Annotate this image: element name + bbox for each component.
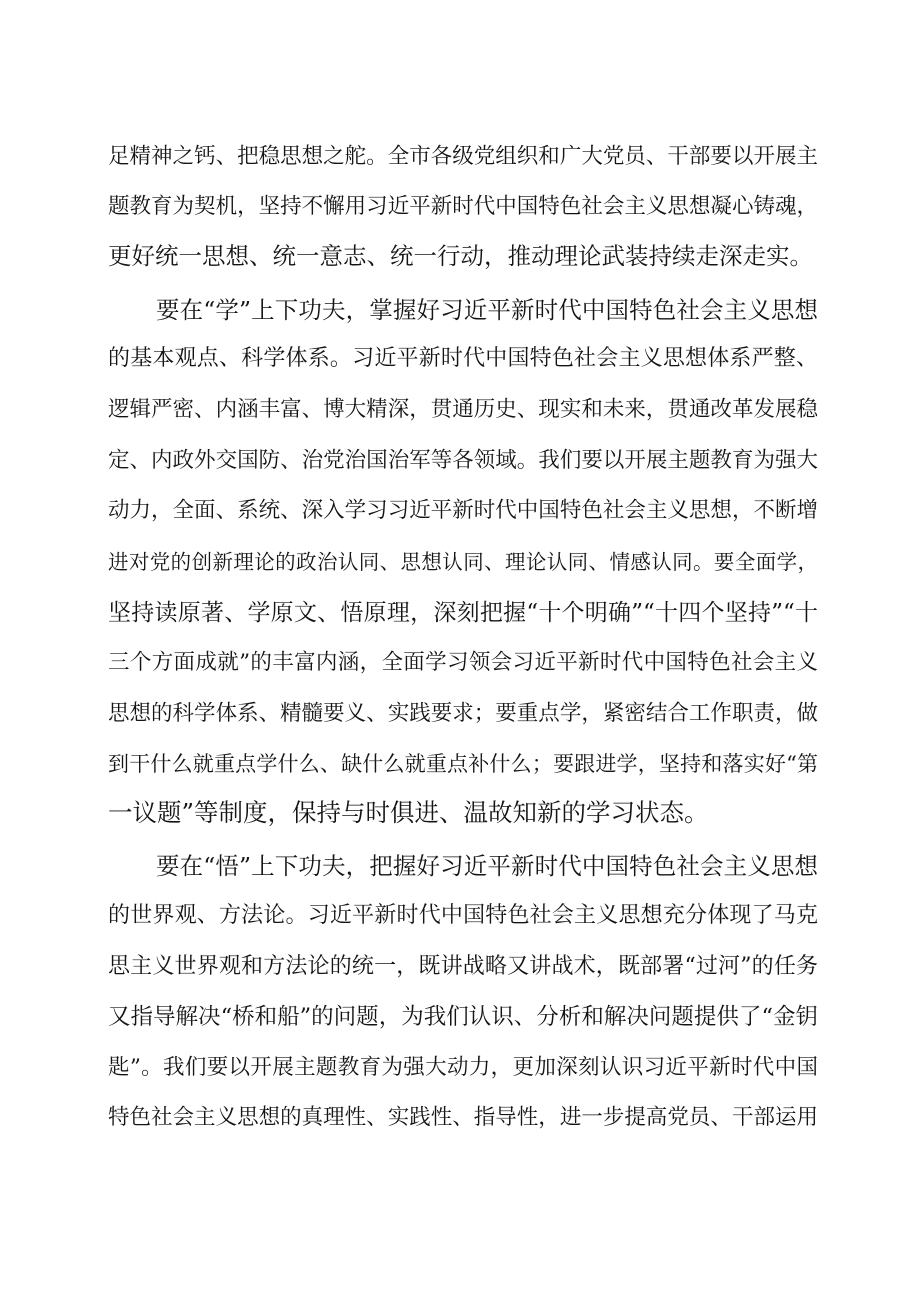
paragraph-2-line-11: 一议题”等制度，保持与时俱进、温故知新的学习状态。	[108, 798, 709, 827]
paragraph-1-line-1: 足精神之钙、把稳思想之舵。全市各级党组织和广大党员、干部要以开展主	[108, 144, 818, 169]
paragraph-2-line-6: 进对党的创新理论的政治认同、思想认同、理论认同、情感认同。要全面学，	[108, 550, 818, 574]
paragraph-3-line-5: 匙”。我们要以开展主题教育为强大动力，更加深刻认识习近平新时代中国	[108, 1055, 818, 1080]
paragraph-3-line-3: 思主义世界观和方法论的统一，既讲战略又讲战术，既部署“过河”的任务	[108, 954, 818, 979]
paragraph-2-line-2: 的基本观点、科学体系。习近平新时代中国特色社会主义思想体系严整、	[108, 346, 818, 371]
paragraph-3-line-1: 要在“悟”上下功夫，把握好习近平新时代中国特色社会主义思想	[156, 852, 818, 880]
paragraph-2-line-3: 逻辑严密、内涵丰富、博大精深，贯通历史、现实和未来，贯通改革发展稳	[108, 397, 818, 422]
paragraph-1-line-2: 题教育为契机，坚持不懈用习近平新时代中国特色社会主义思想凝心铸魂，	[108, 194, 818, 219]
paragraph-2-line-4: 定、内政外交国防、治党治国治军等各领域。我们要以开展主题教育为强大	[108, 448, 818, 473]
paragraph-2-line-8: 三个方面成就”的丰富内涵，全面学习领会习近平新时代中国特色社会主义	[108, 650, 818, 675]
paragraph-2-line-7: 坚持读原著、学原文、悟原理，深刻把握“十个明确”“十四个坚持”“十	[108, 600, 818, 626]
paragraph-3-line-2: 的世界观、方法论。习近平新时代中国特色社会主义思想充分体现了马克	[108, 903, 818, 928]
paragraph-3-line-4: 又指导解决“桥和船”的问题，为我们认识、分析和解决问题提供了“金钥	[108, 1004, 818, 1030]
paragraph-2-line-9: 思想的科学体系、精髓要义、实践要求；要重点学，紧密结合工作职责，做	[108, 701, 818, 726]
paragraph-3-line-6: 特色社会主义思想的真理性、实践性、指导性，进一步提高党员、干部运用	[108, 1105, 818, 1130]
paragraph-2-line-1: 要在“学”上下功夫，掌握好习近平新时代中国特色社会主义思想	[156, 296, 818, 324]
paragraph-1-line-3: 更好统一思想、统一意志、统一行动，推动理论武装持续走深走实。	[108, 242, 813, 270]
paragraph-2-line-10: 到干什么就重点学什么、缺什么就重点补什么；要跟进学，坚持和落实好“第	[108, 752, 818, 776]
paragraph-2-line-5: 动力，全面、系统、深入学习习近平新时代中国特色社会主义思想，不断增	[108, 498, 818, 523]
